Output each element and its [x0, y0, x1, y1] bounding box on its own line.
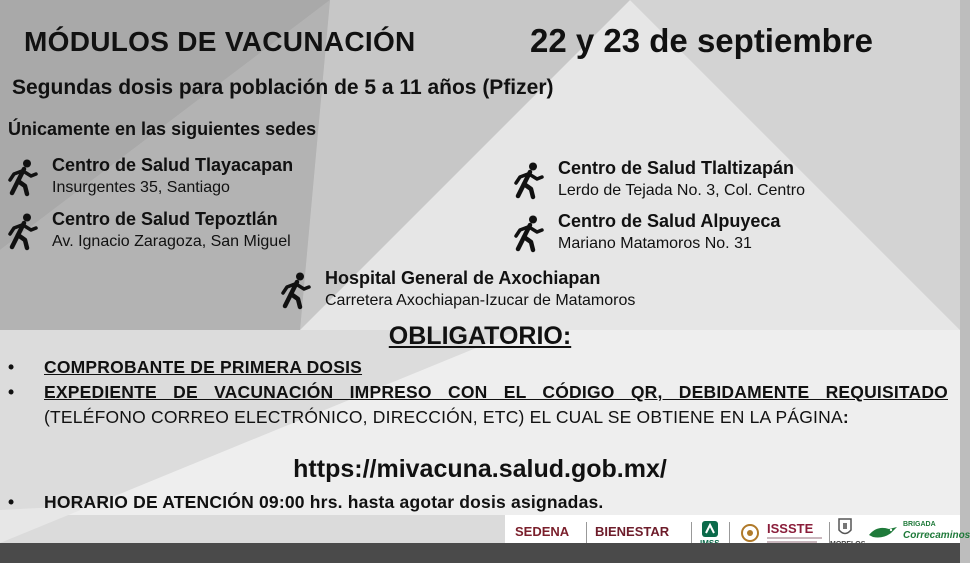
bottom-bar [0, 543, 960, 563]
site-name: Centro de Salud Alpuyeca [558, 211, 781, 231]
walking-person-icon [512, 215, 544, 251]
site-name: Centro de Salud Tepoztlán [52, 209, 278, 229]
issste-emblem-icon [739, 523, 761, 543]
divider [691, 522, 692, 544]
site-address: Carretera Axochiapan-Izucar de Matamoros [325, 292, 636, 309]
issste-logo: ISSSTE [767, 521, 814, 536]
site-name: Centro de Salud Tlaltizapán [558, 158, 795, 178]
correcaminos-logo: Correcaminos [903, 530, 970, 541]
requirement-colon: : [842, 407, 849, 427]
sedena-logo: SEDENA [515, 524, 570, 539]
bullet-icon: • [8, 357, 15, 377]
registration-url[interactable]: https://mivacuna.salud.gob.mx/ [293, 455, 667, 483]
issste-tagline [767, 537, 822, 539]
requirement-text-bold: EXPEDIENTE DE VACUNACIÓN IMPRESO CON EL CÓDIGO QR, DEBIDAMENTE REQUISITADO [44, 382, 948, 402]
morelos-shield-icon [837, 518, 853, 538]
site-name: Centro de Salud Tlayacapan [52, 155, 294, 175]
walking-person-icon [512, 162, 544, 198]
site-address: Insurgentes 35, Santiago [52, 179, 230, 196]
walking-person-icon [6, 159, 38, 195]
bullet-icon: • [8, 492, 15, 512]
requirements-heading: OBLIGATORIO: [388, 322, 572, 350]
site-address: Mariano Matamoros No. 31 [558, 235, 752, 252]
sites-intro: Únicamente en las siguientes sedes [8, 119, 317, 139]
page-subtitle: Segundas dosis para población de 5 a 11 años (Pfizer) [12, 76, 554, 99]
bienestar-logo: BIENESTAR [595, 524, 670, 539]
imss-emblem-icon [701, 520, 719, 538]
requirement-item [8, 490, 948, 515]
site-address: Av. Ignacio Zaragoza, San Miguel [52, 233, 291, 250]
walking-person-icon [279, 272, 311, 308]
requirement-text: COMPROBANTE DE PRIMERA DOSIS [44, 357, 363, 377]
site-address: Lerdo de Tejada No. 3, Col. Centro [558, 182, 805, 199]
event-date: 22 y 23 de septiembre [530, 22, 874, 59]
requirement-item [8, 355, 948, 380]
divider [586, 522, 587, 544]
requirement-item [8, 380, 948, 430]
roadrunner-icon [867, 523, 899, 543]
bullet-icon: • [8, 382, 15, 402]
divider [729, 522, 730, 544]
walking-person-icon [6, 213, 38, 249]
requirement-text: HORARIO DE ATENCIÓN 09:00 hrs. hasta agotar dosis asignadas. [44, 492, 604, 512]
requirement-text: (TELÉFONO CORREO ELECTRÓNICO, DIRECCIÓN, ETC) EL CUAL SE OBTIENE EN LA PÁGINA [44, 407, 843, 427]
page-title: MÓDULOS DE VACUNACIÓN [24, 26, 416, 57]
site-name: Hospital General de Axochiapan [325, 268, 601, 288]
brigada-label: BRIGADA [903, 521, 936, 528]
